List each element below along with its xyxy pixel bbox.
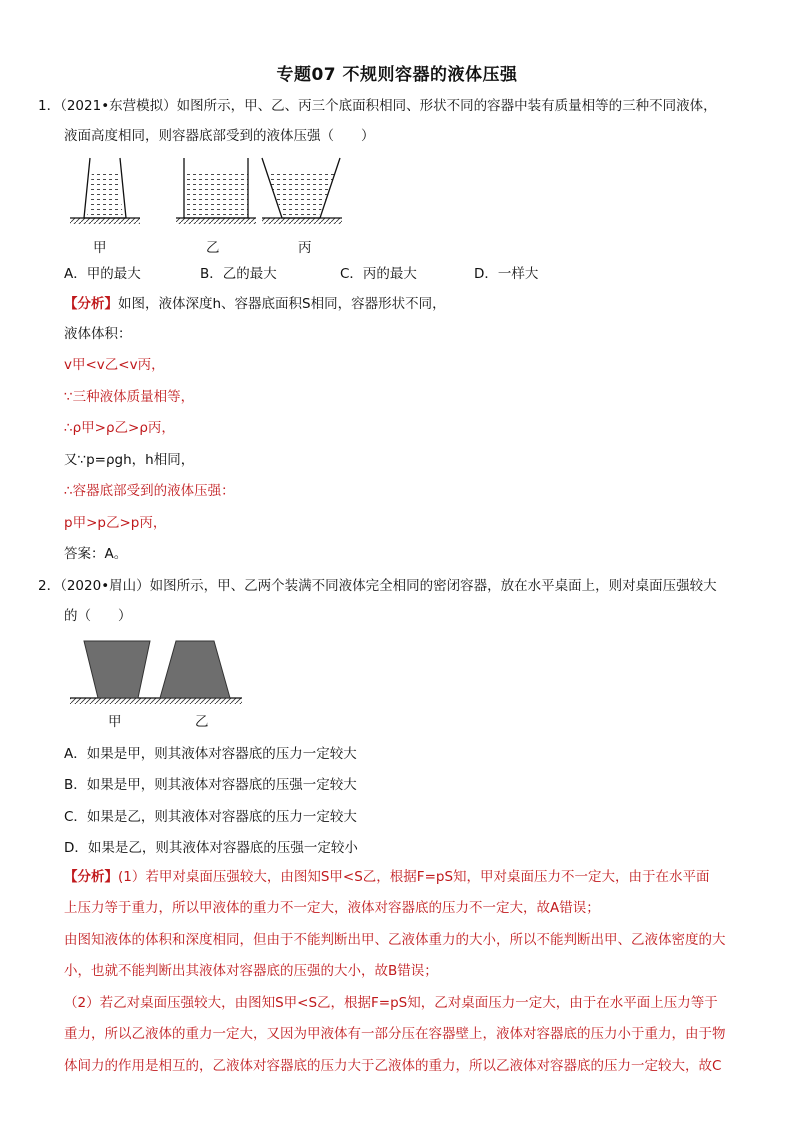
q2-option-d: D．如果是乙，则其液体对容器底的压强一定较小 (64, 840, 358, 856)
q2-analysis-tag: 【分析】 (64, 869, 118, 885)
q2-figure (66, 638, 256, 713)
q2-analysis-line: 小，也就不能判断出其液体对容器底的压强的大小，故B错误； (64, 963, 438, 979)
q2-analysis-line1 (64, 867, 710, 887)
container-jia (84, 641, 150, 698)
q1-fig-label-jia: 甲 (93, 240, 107, 256)
q2-analysis-line: 重力，所以乙液体的重力一定大，又因为甲液体有一部分压在容器壁上，液体对容器底的压力小于重力，由于物 (64, 1026, 726, 1042)
q1-analysis-line: p甲>p乙>p丙， (64, 515, 167, 531)
q2-stem-line1: 2．（2020•眉山）如图所示，甲、乙两个装满不同液体完全相同的密闭容器，放在水平桌面上，则对桌面压强较大 (38, 578, 717, 594)
q2-analysis-line: （2）若乙对桌面压强较大，由图知S甲<S乙，根据F=pS知，乙对桌面压力一定大，由于在水平面上压力等于 (64, 995, 718, 1011)
q2-fig-label-jia: 甲 (108, 714, 122, 730)
q1-stem-line1: 1．（2021•东营模拟）如图所示，甲、乙、丙三个底面积相同、形状不同的容器中装有质量相等的三种不同液体， (38, 98, 717, 114)
q1-answer: 答案：A。 (64, 546, 128, 562)
q1-analysis-line: v甲<v乙<v丙， (64, 357, 165, 373)
q2-option-c: C．如果是乙，则其液体对容器底的压力一定较大 (64, 809, 357, 825)
container-jia (70, 158, 140, 224)
q1-fig-label-yi: 乙 (206, 240, 220, 256)
q1-analysis-line1 (64, 294, 446, 314)
q2-option-b: B．如果是甲，则其液体对容器底的压强一定较大 (64, 777, 357, 793)
q1-analysis-text: 如图，液体深度h、容器底面积S相同，容器形状不同， (118, 296, 446, 312)
container-yi (160, 641, 230, 698)
q2-fig-label-yi: 乙 (195, 714, 209, 730)
q1-analysis-line: 又∵p=ρgh，h相同， (64, 452, 195, 468)
q1-option-d: D．一样大 (474, 266, 539, 282)
q2-option-a: A．如果是甲，则其液体对容器底的压力一定较大 (64, 746, 357, 762)
q2-analysis-line: 由图知液体的体积和深度相同，但由于不能判断出甲、乙液体重力的大小，所以不能判断出甲、乙液体密度的大 (64, 932, 726, 948)
q2-stem-line2: 的（ ） (64, 608, 132, 624)
q1-analysis-line: ∵三种液体质量相等， (64, 389, 195, 405)
q1-stem-line2: 液面高度相同，则容器底部受到的液体压强（ ） (64, 128, 375, 144)
q1-figure (66, 152, 366, 227)
page-title: 专题07 不规则容器的液体压强 (276, 65, 518, 85)
q1-fig-label-bing: 丙 (298, 240, 312, 256)
q1-analysis-tag: 【分析】 (64, 296, 118, 312)
q2-analysis-line: 体间力的作用是相互的，乙液体对容器底的压力大于乙液体的重力，所以乙液体对容器底的压力一定较大，故C (64, 1058, 722, 1074)
q1-analysis-line: ∴ρ甲>ρ乙>ρ丙， (64, 420, 175, 436)
container-yi (176, 158, 256, 224)
q2-analysis-text: (1）若甲对桌面压强较大，由图知S甲<S乙，根据F=pS知，甲对桌面压力不一定大，由于在水平面 (118, 869, 710, 885)
q1-analysis-line: ∴容器底部受到的液体压强： (64, 483, 235, 499)
q1-option-b: B．乙的最大 (200, 266, 277, 282)
q1-analysis-line: 液体体积： (64, 326, 132, 342)
q1-option-a: A．甲的最大 (64, 266, 141, 282)
q2-analysis-line: 上压力等于重力，所以甲液体的重力不一定大，液体对容器底的压力不一定大，故A错误； (64, 900, 600, 916)
container-bing (262, 158, 342, 224)
q1-option-c: C．丙的最大 (340, 266, 417, 282)
